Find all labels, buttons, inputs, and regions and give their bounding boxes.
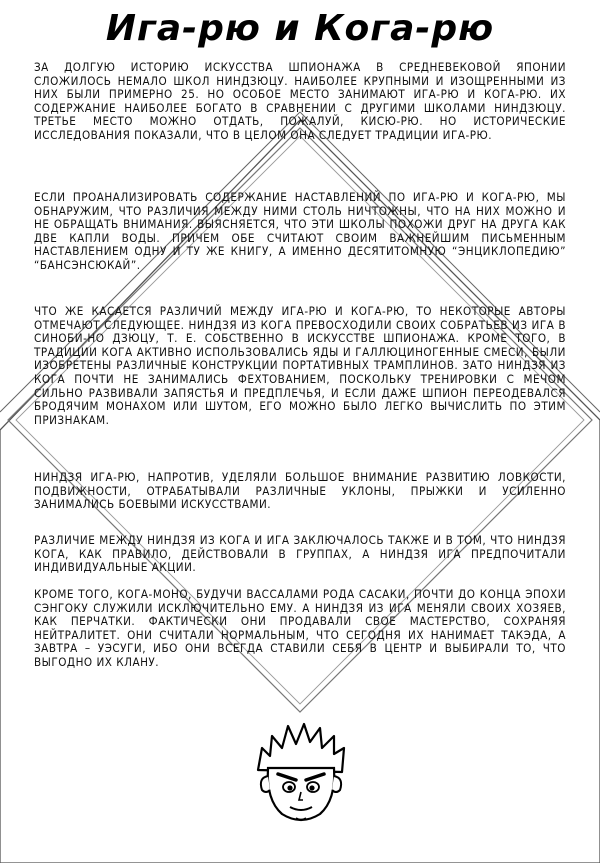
paragraph-6: КРОМЕ ТОГО, КОГА-МОНО, БУДУЧИ ВАССАЛАМИ РОДА САСАКИ, ПОЧТИ ДО КОНЦА ЭПОХИ СЭНГОКУ СЛУЖИЛИ ИСКЛЮЧИТЕЛЬНО ЕМУ. А НИНДЗЯ ИЗ ИГА МЕНЯЛИ СВОИХ ХОЗЯЕВ, КАК ПЕРЧАТКИ. ФАКТИЧЕСКИ ОНИ ПРОДАВАЛИ СВОЕ МАСТЕРСТВО, СОХРАНЯЯ НЕЙТРАЛИТЕТ. ОНИ СЧИТАЛИ НОРМАЛЬНЫМ, ЧТО СЕГОДНЯ ИХ НАНИМАЕТ ТАКЭДА, А ЗАВТРА – УЭСУГИ, ИБО ОНИ ВСЕГДА СТАВИЛИ СЕБЯ В ЦЕНТР И ВЫБИРАЛИ ТО, ЧТО ВЫГОДНО ИХ КЛАНУ.	[34, 587, 566, 669]
page-title: Ига-рю и Кога-рю	[105, 8, 495, 49]
paragraph-1: ЗА ДОЛГУЮ ИСТОРИЮ ИСКУССТВА ШПИОНАЖА В СРЕДНЕВЕКОВОЙ ЯПОНИИ СЛОЖИЛОСЬ НЕМАЛО ШКОЛ НИНДЗЮЦУ. НАИБОЛЕЕ КРУПНЫМИ И ИЗОЩРЕННЫМИ ИЗ НИХ БЫЛИ ПРИМЕРНО 25. НО ОСОБОЕ МЕСТО ЗАНИМАЮТ ИГА-РЮ И КОГА-РЮ. ИХ СОДЕРЖАНИЕ НАИБОЛЕЕ БОГАТО В СРАВНЕНИИ С ДРУГИМИ ШКОЛАМИ НИНДЗЮЦУ. ТРЕТЬЕ МЕСТО МОЖНО ОТДАТЬ, ПОЖАЛУЙ, КИСЮ-РЮ. НО ИСТОРИЧЕСКИЕ ИССЛЕДОВАНИЯ ПОКАЗАЛИ, ЧТО В ЦЕЛОМ ОНА СЛЕДУЕТ ТРАДИЦИИ ИГА-РЮ.	[34, 60, 566, 142]
ninja-face-icon	[252, 718, 350, 828]
paragraph-4: НИНДЗЯ ИГА-РЮ, НАПРОТИВ, УДЕЛЯЛИ БОЛЬШОЕ ВНИМАНИЕ РАЗВИТИЮ ЛОВКОСТИ, ПОДВИЖНОСТИ, ОТРАБАТЫВАЛИ РАЗЛИЧНЫЕ УКЛОНЫ, ПРЫЖКИ И УСИЛЕННО ЗАНИМАЛИСЬ БОЕВЫМИ ИСКУССТВАМИ.	[34, 470, 566, 512]
paragraph-3: ЧТО ЖЕ КАСАЕТСЯ РАЗЛИЧИЙ МЕЖДУ ИГА-РЮ И КОГА-РЮ, ТО НЕКОТОРЫЕ АВТОРЫ ОТМЕЧАЮТ СЛЕДУЮЩЕЕ. НИНДЗЯ ИЗ КОГА ПРЕВОСХОДИЛИ СВОИХ СОБРАТЬЕВ ИЗ ИГА В СИНОБИ-НО ДЗЮЦУ, Т. Е. СОБСТВЕННО В ИСКУССТВЕ ШПИОНАЖА. КРОМЕ ТОГО, В ТРАДИЦИИ КОГА АКТИВНО ИСПОЛЬЗОВАЛИСЬ ЯДЫ И ГАЛЛЮЦИНОГЕННЫЕ СМЕСИ, БЫЛИ ИЗОБРЕТЕНЫ РАЗЛИЧНЫЕ КОНСТРУКЦИИ ПОРТАТИВНЫХ ТРАМПЛИНОВ. ЗАТО НИНДЗЯ ИЗ КОГА ПОЧТИ НЕ ЗАНИМАЛИСЬ ФЕХТОВАНИЕМ, ПОСКОЛЬКУ ТРЕНИРОВКИ С МЕЧОМ СИЛЬНО РАЗВИВАЛИ ЗАПЯСТЬЯ И ПРЕДПЛЕЧЬЯ, И ЕСЛИ ДАЖЕ ШПИОН ПЕРЕОДЕВАЛСЯ БРОДЯЧИМ МОНАХОМ ИЛИ ШУТОМ, ЕГО МОЖНО БЫЛО ЛЕГКО ВЫЧИСЛИТЬ ПО ЭТИМ ПРИЗНАКАМ.	[34, 304, 566, 427]
paragraph-5: РАЗЛИЧИЕ МЕЖДУ НИНДЗЯ ИЗ КОГА И ИГА ЗАКЛЮЧАЛОСЬ ТАКЖЕ И В ТОМ, ЧТО НИНДЗЯ КОГА, КАК ПРАВИЛО, ДЕЙСТВОВАЛИ В ГРУППАХ, А НИНДЗЯ ИГА ПРЕДПОЧИТАЛИ ИНДИВИДУАЛЬНЫЕ АКЦИИ.	[34, 533, 566, 575]
paragraph-2: ЕСЛИ ПРОАНАЛИЗИРОВАТЬ СОДЕРЖАНИЕ НАСТАВЛЕНИЙ ПО ИГА-РЮ И КОГА-РЮ, МЫ ОБНАРУЖИМ, ЧТО РАЗЛИЧИЯ МЕЖДУ НИМИ СТОЛЬ НИЧТОЖНЫ, ЧТО НА НИХ МОЖНО И НЕ ОБРАЩАТЬ ВНИМАНИЯ. ВЫЯСНЯЕТСЯ, ЧТО ЭТИ ШКОЛЫ ПОХОЖИ ДРУГ НА ДРУГА КАК ДВЕ КАПЛИ ВОДЫ. ПРИЧЕМ ОБЕ СЧИТАЮТ СВОИМ ВАЖНЕЙШИМ ПИСЬМЕННЫМ НАСТАВЛЕНИЕМ ОДНУ И ТУ ЖЕ КНИГУ, А ИМЕННО ДЕСЯТИТОМНУЮ “ЭНЦИКЛОПЕДИЮ” “БАНСЭНСЮКАЙ”.	[34, 190, 566, 272]
